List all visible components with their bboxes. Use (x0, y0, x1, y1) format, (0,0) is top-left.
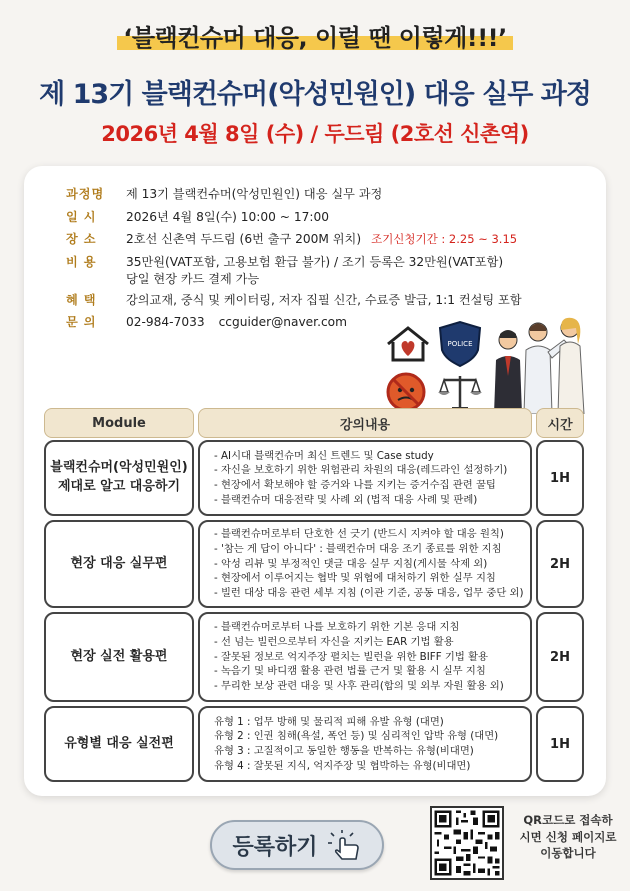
module-header: Module (44, 408, 194, 438)
course-label: 과정명 (66, 187, 105, 201)
content-item: - 블랙컨슈머로부터 나를 보호하기 위한 기본 응대 지침 (214, 621, 460, 634)
info-row-fee (66, 254, 522, 292)
time-header: 시간 (536, 408, 584, 438)
people-group-illustration (494, 318, 584, 414)
time-cell-1: 1H (536, 440, 584, 516)
page-title: 제 13기 블랙컨슈머(악성민원인) 대응 실무 과정 (39, 79, 591, 110)
module-cell-2 (44, 520, 194, 608)
course-value: 제 13기 블랙컨슈머(악성민원인) 대응 실무 과정 (126, 187, 383, 201)
protection-illustration (380, 314, 590, 414)
content-item: - 자신을 보호하기 위한 위험관리 차원의 대응(레드라인 설정하기) (214, 464, 508, 477)
module-name-1-line-1: 블랙컨슈머(악성민원인) (50, 460, 188, 476)
police-badge-icon (440, 322, 480, 366)
info-row-date (66, 209, 522, 232)
module-cell-1 (44, 440, 194, 516)
module-name-4: 유형별 대응 실전편 (64, 735, 174, 751)
house-heart-icon (388, 328, 428, 360)
fee-label: 비용 (66, 254, 102, 269)
module-name-1-line-2: 제대로 알고 대응하기 (57, 479, 181, 494)
content-item: 유형 2 : 인권 침해(욕설, 폭언 등) 및 심리적인 압박 유형 (대면) (214, 730, 499, 743)
date-label: 일시 (66, 209, 102, 224)
fee-value-2: 당일 현장 카드 결제 가능 (126, 271, 260, 286)
content-item: - '참는 게 답이 아니다' : 블랙컨슈머 대응 조기 종료를 위한 지침 (214, 543, 502, 556)
info-row-place (66, 231, 522, 254)
qr-instruction: QR코드로 접속하시면 신청 페이지로 이동합니다 (519, 813, 617, 861)
early-registration-period: 조기신청기간 : 2.25 ~ 3.15 (371, 232, 518, 246)
content-item: - 선 넘는 빌런으로부터 자신을 지키는 EAR 기법 활용 (214, 636, 454, 649)
content-item: - 현장에서 확보해야 할 증거와 나를 지키는 증거수집 관련 꿀팁 (214, 479, 496, 491)
content-item: 유형 3 : 고질적이고 동일한 행동을 반복하는 유형(비대면) (214, 745, 474, 757)
benefit-value: 강의교재, 중식 및 케이터링, 저자 집필 신간, 수료증 발급, 1:1 컨설팅 포함 (126, 292, 522, 307)
date-location-line: 2026년 4월 8일 (수) / 두드림 (2호선 신촌역) (101, 122, 529, 146)
time-cell-4: 1H (536, 706, 584, 782)
info-row-course (66, 186, 522, 209)
content-cell-1 (198, 440, 532, 516)
police-badge-text: POLICE (447, 340, 473, 348)
module-name-3: 현장 실전 활용편 (70, 648, 168, 664)
module-cell-3 (44, 612, 194, 702)
content-item: - 악성 리뷰 및 부정적인 댓글 대응 실무 지침(게시물 삭제 외) (214, 557, 488, 570)
contact-email: ccguider@naver.com (218, 315, 347, 329)
content-cell-3 (198, 612, 532, 702)
content-cell-2 (198, 520, 532, 608)
register-button-label: 등록하기 (232, 834, 318, 860)
time-cell-3: 2H (536, 612, 584, 702)
slogan: ‘블랙컨슈머 대응, 이럴 땐 이렇게!!!’ (117, 18, 513, 53)
content-item: - 블랙컨슈머 대응전략 및 사례 외 (법적 대응 사례 및 판례) (214, 493, 478, 506)
content-item: - 블랙컨슈머로부터 단호한 선 긋기 (반드시 지켜야 할 대응 원칙) (214, 528, 504, 541)
pointing-hand-icon (328, 830, 362, 860)
register-button[interactable] (210, 820, 384, 870)
qr-code[interactable] (430, 806, 504, 880)
angry-face-prohibited-icon (388, 374, 424, 410)
module-name-2: 현장 대응 실무편 (70, 555, 168, 571)
slogan-wrap (0, 18, 630, 53)
content-item: - 무리한 보상 관련 대응 및 사후 관리(합의 및 외부 자원 활용 외) (214, 679, 504, 692)
contact-phone: 02-984-7033 (126, 315, 205, 329)
scales-of-justice-icon (438, 376, 482, 410)
benefit-label: 혜택 (66, 292, 102, 307)
content-header: 강의내용 (198, 408, 532, 438)
content-item: - 잘못된 정보로 억지주장 펼치는 빌런을 위한 BIFF 기법 활용 (214, 650, 488, 663)
content-item: - 녹음기 및 바디캠 활용 관련 법률 근거 및 활용 시 실무 지침 (214, 665, 486, 678)
content-item: - 현장에서 이루어지는 협박 및 위협에 대처하기 위한 실무 지침 (214, 572, 496, 585)
content-item: 유형 4 : 잘못된 지식, 억지주장 및 협박하는 유형(비대면) (214, 759, 471, 772)
date-value: 2026년 4월 8일(수) 10:00 ~ 17:00 (126, 209, 329, 224)
content-item: - 빌런 대상 대응 관련 세부 지침 (이관 기준, 공동 대응, 업무 중단 외) (214, 586, 524, 599)
content-item: - AI시대 블랙컨슈머 최신 트렌드 및 Case study (214, 449, 434, 462)
place-value: 2호선 신촌역 두드림 (6번 출구 200M 위치) (126, 232, 362, 246)
content-cell-4 (198, 706, 532, 782)
place-label: 장소 (66, 232, 102, 246)
module-cell-4 (44, 706, 194, 782)
fee-value-1: 35만원(VAT포함, 고용보험 환급 불가) / 조기 등록은 32만원(VAT포함) (126, 254, 504, 269)
contact-label: 문의 (66, 315, 102, 329)
info-row-benefit (66, 292, 522, 315)
content-item: 유형 1 : 업무 방해 및 물리적 피해 유발 유형 (대면) (214, 715, 444, 728)
time-cell-2: 2H (536, 520, 584, 608)
